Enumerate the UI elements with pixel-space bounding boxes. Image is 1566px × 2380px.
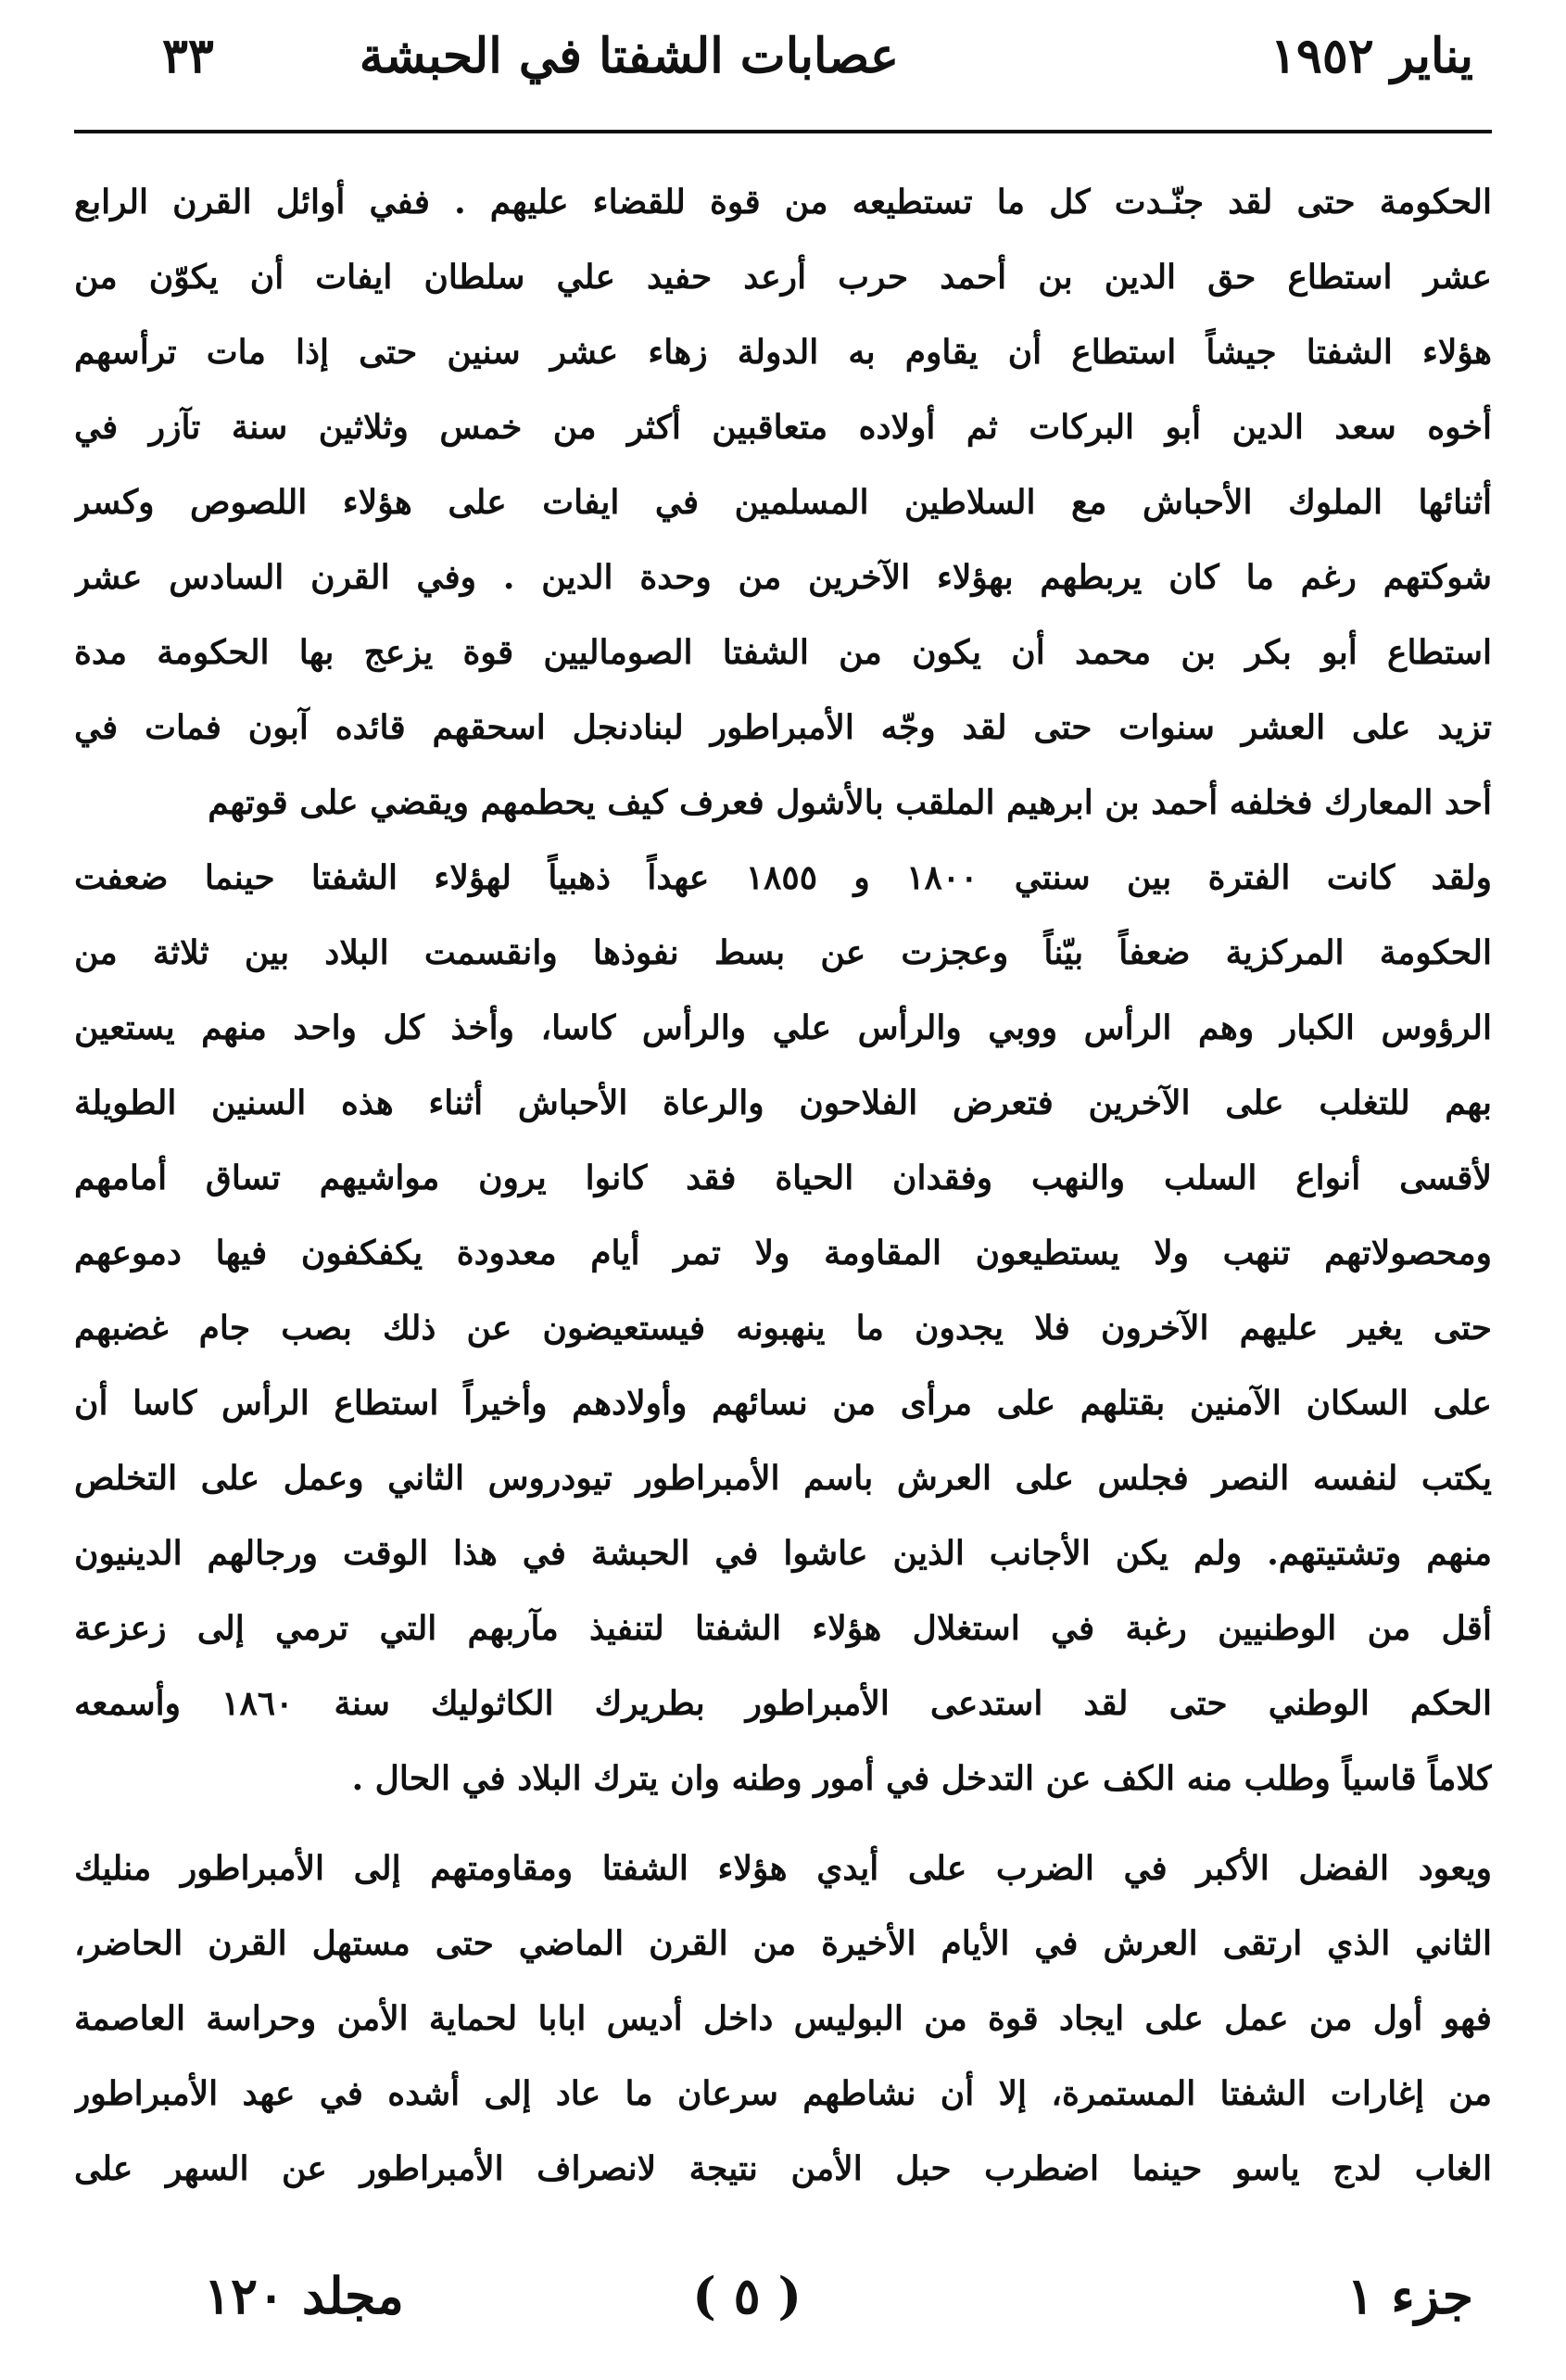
text-line: ولقد كانت الفترة بين سنتي ١٨٠٠ و ١٨٥٥ عهداً ذهبياً لهؤلاء الشفتا حينما ضعفت	[74, 858, 1492, 897]
text-line: الغاب لدج ياسو حينما اضطرب حبل الأمن نتيجة لانصراف الأمبراطور عن السهر على	[74, 2149, 1492, 2188]
text-line: منهم وتشتيتهم. ولم يكن الأجانب الذين عاشوا في الحبشة في هذا الوقت ورجالهم الدينيون	[74, 1534, 1492, 1573]
header-divider	[74, 130, 1492, 133]
header-title: عصابات الشفتا في الحبشة	[359, 28, 899, 84]
footer-issue: ( ٥ )	[692, 2266, 802, 2325]
page-header	[74, 28, 1492, 102]
header-page-number: ٣٣	[162, 28, 214, 84]
text-line: شوكتهم رغم ما كان يربطهم بهؤلاء الآخرين من وحدة الدين . وفي القرن السادس عشر	[74, 558, 1492, 597]
text-line: الثاني الذي ارتقى العرش في الأيام الأخيرة من القرن الماضي حتى مستهل القرن الحاضر،	[74, 1924, 1492, 1963]
footer-volume: مجلد ١٢٠	[204, 2266, 404, 2325]
text-line: على السكان الآمنين بقتلهم على مرأى من نسائهم وأولادهم وأخيراً استطاع الرأس كاسا أن	[74, 1384, 1492, 1423]
text-line: هؤلاء الشفتا جيشاً استطاع أن يقاوم به الدولة زهاء عشر سنين حتى إذا مات ترأسهم	[74, 333, 1492, 372]
text-line: حتى يغير عليهم الآخرون فلا يجدون ما ينهبونه فيستعيضون عن ذلك بصب جام غضبهم	[74, 1309, 1492, 1348]
text-line: عشر استطاع حق الدين بن أحمد حرب أرعد حفيد علي سلطان ايفات أن يكوّن من	[74, 258, 1492, 297]
text-line: الحكومة المركزية ضعفاً بيّناً وعجزت عن بسط نفوذها وانقسمت البلاد بين ثلاثة من	[74, 933, 1492, 972]
footer-part: جزء ١	[1346, 2266, 1473, 2325]
text-line: من إغارات الشفتا المستمرة، إلا أن نشاطهم سرعان ما عاد إلى أشده في عهد الأمبراطور	[74, 2074, 1492, 2113]
text-line: الحكم الوطني حتى لقد استدعى الأمبراطور بطريرك الكاثوليك سنة ١٨٦٠ وأسمعه	[74, 1684, 1492, 1723]
text-line: كلاماً قاسياً وطلب منه الكف عن التدخل في أمور وطنه وان يترك البلاد في الحال .	[351, 1759, 1492, 1798]
header-date: يناير ١٩٥٢	[1270, 28, 1473, 84]
text-line: أحد المعارك فخلفه أحمد بن ابرهيم الملقب بالأشول فعرف كيف يحطمهم ويقضي على قوتهم	[208, 783, 1492, 822]
article-body	[74, 165, 1492, 2207]
text-line: فهو أول من عمل على ايجاد قوة من البوليس داخل أديس ابابا لحماية الأمن وحراسة العاصمة	[74, 1999, 1492, 2038]
text-line: لأقسى أنواع السلب والنهب وفقدان الحياة فقد كانوا يرون مواشيهم تساق أمامهم	[74, 1158, 1492, 1197]
text-line: تزيد على العشر سنوات حتى لقد وجّه الأمبراطور لبنادنجل اسحقهم قائده آبون فمات في	[74, 708, 1492, 747]
text-line: بهم للتغلب على الآخرين فتعرض الفلاحون والرعاة الأحباش أثناء هذه السنين الطويلة	[74, 1083, 1492, 1122]
paragraph-gap	[74, 1817, 1492, 1831]
page-footer	[74, 2266, 1492, 2349]
text-line: أخوه سعد الدين أبو البركات ثم أولاده متعاقبين أكثر من خمس وثلاثين سنة تآزر في	[74, 408, 1492, 447]
text-line: أثنائها الملوك الأحباش مع السلاطين المسلمين في ايفات على هؤلاء اللصوص وكسر	[74, 483, 1492, 522]
text-line: استطاع أبو بكر بن محمد أن يكون من الشفتا الصوماليين قوة يزعج بها الحكومة مدة	[74, 633, 1492, 672]
text-line: يكتب لنفسه النصر فجلس على العرش باسم الأمبراطور تيودروس الثاني وعمل على التخلص	[74, 1459, 1492, 1498]
text-line: أقل من الوطنيين رغبة في استغلال هؤلاء الشفتا لتنفيذ مآربهم التي ترمي إلى زعزعة	[74, 1609, 1492, 1648]
text-line: ويعود الفضل الأكبر في الضرب على أيدي هؤلاء الشفتا ومقاومتهم إلى الأمبراطور منليك	[74, 1849, 1492, 1888]
text-line: الرؤوس الكبار وهم الرأس ووبي والرأس علي والرأس كاسا، وأخذ كل واحد منهم يستعين	[74, 1008, 1492, 1047]
text-line: ومحصولاتهم تنهب ولا يستطيعون المقاومة ولا تمر أيام معدودة يكفكفون فيها دموعهم	[74, 1234, 1492, 1272]
text-line: الحكومة حتى لقد جنّـدت كل ما تستطيعه من قوة للقضاء عليهم . ففي أوائل القرن الرابع	[74, 183, 1492, 222]
